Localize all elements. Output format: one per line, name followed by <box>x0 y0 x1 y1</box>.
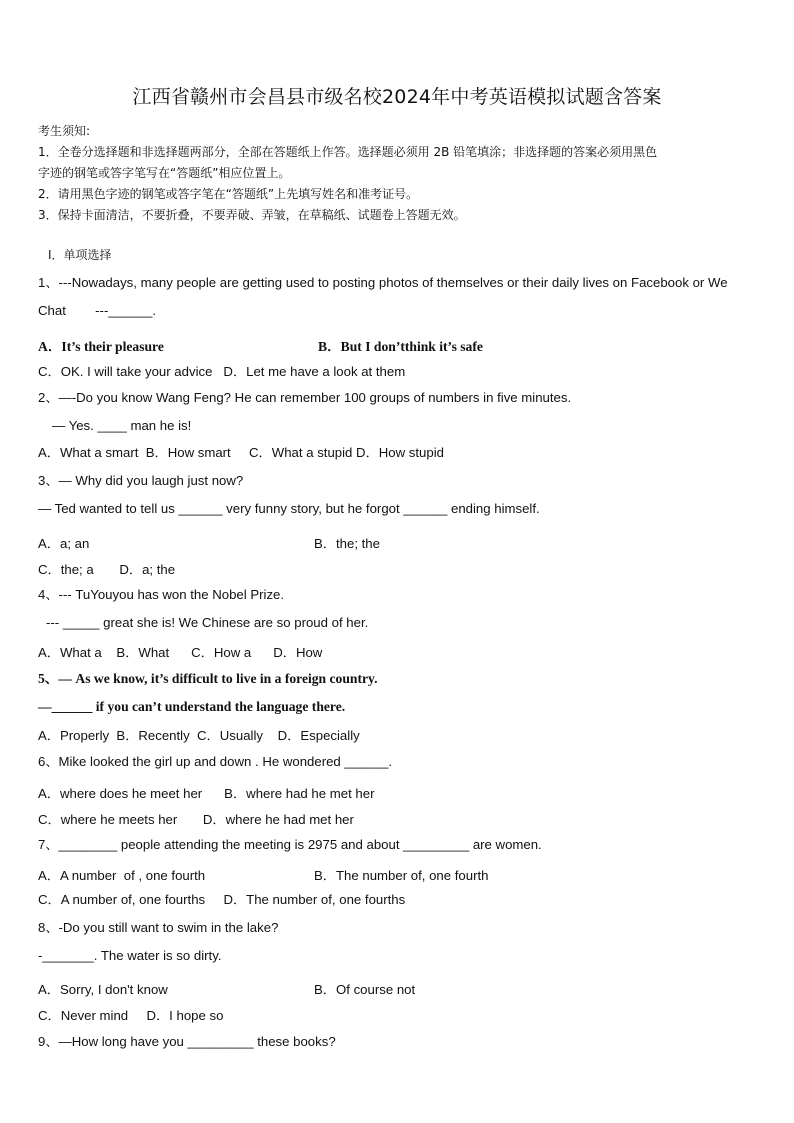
q8-option-cd: C．Never mind D．I hope so <box>38 1008 224 1023</box>
q2-stem-line-2: — Yes. ____ man he is! <box>52 418 192 433</box>
q8-option-b: B．Of course not <box>314 982 416 997</box>
q3-option-cd: C．the; a D．a; the <box>38 562 176 577</box>
q4-stem-line-1: 4、--- TuYouyou has won the Nobel Prize. <box>38 587 285 602</box>
q3-stem-line-1: 3、— Why did you laugh just now? <box>38 473 244 488</box>
notice-line-1: 1．全卷分选择题和非选择题两部分，全部在答题纸上作答。选择题必须用 2B 铅笔填涂；非选择题的答案必须用黑色 <box>38 145 658 159</box>
q3-stem-line-2: — Ted wanted to tell us ______ very funny story, but he forgot ______ ending himself. <box>38 501 540 516</box>
notice-line-4: 3．保持卡面清洁，不要折叠，不要弄破、弄皱，在草稿纸、试题卷上答题无效。 <box>38 208 466 222</box>
q1-option-a: A．It’s their pleasure <box>38 339 164 354</box>
q8-option-a: A．Sorry, I don't know <box>38 982 168 997</box>
q8-stem-line-1: 8、-Do you still want to swim in the lake? <box>38 920 279 935</box>
q2-options: A．What a smart B．How smart C．What a stupid D．How stupid <box>38 445 444 460</box>
q7-stem-line-1: 7、________ people attending the meeting is 2975 and about _________ are women. <box>38 837 542 852</box>
q2-stem-line-1: 2、—-Do you know Wang Feng? He can remember 100 groups of numbers in five minutes. <box>38 390 572 405</box>
notice-line-3: 2．请用黑色字迹的钢笔或答字笔在“答题纸”上先填写姓名和准考证号。 <box>38 187 419 201</box>
q6-stem-line-1: 6、Mike looked the girl up and down . He wondered ______. <box>38 754 393 769</box>
section-heading: Ⅰ．单项选择 <box>48 248 112 262</box>
page-title: 江西省赣州市会昌县市级名校2024年中考英语模拟试题含答案 <box>132 86 662 108</box>
q4-stem-line-2: --- _____ great she is! We Chinese are so proud of her. <box>46 615 369 630</box>
q8-stem-line-2: -_______. The water is so dirty. <box>38 948 222 963</box>
q3-option-a: A．a; an <box>38 536 90 551</box>
q1-stem-line-1: 1、---Nowadays, many people are getting used to posting photos of themselves or their daily lives on Facebook or We <box>38 275 728 290</box>
notice-line-2: 字迹的钢笔或答字笔写在“答题纸”相应位置上。 <box>38 166 291 180</box>
q1-option-cd: C．OK. I will take your advice D．Let me have a look at them <box>38 364 406 379</box>
q9-stem-line-1: 9、—How long have you _________ these books? <box>38 1034 336 1049</box>
q6-option-ab: A．where does he meet her B．where had he met her <box>38 786 375 801</box>
q4-options: A．What a B．What C．How a D．How <box>38 645 323 660</box>
q3-option-b: B．the; the <box>314 536 380 551</box>
q5-options: A．Properly B．Recently C．Usually D．Especially <box>38 728 360 743</box>
q5-stem-line-1: 5、— As we know, it’s difficult to live in a foreign country. <box>38 671 378 686</box>
q1-stem-line-2: Chat ---______. <box>38 303 157 318</box>
q5-stem-line-2: —______ if you can’t understand the language there. <box>38 699 346 714</box>
q1-option-b: B．But I don’tthink it’s safe <box>318 339 483 354</box>
q7-option-b: B．The number of, one fourth <box>314 868 489 883</box>
notice-heading: 考生须知: <box>38 124 91 138</box>
q6-option-cd: C．where he meets her D．where he had met her <box>38 812 354 827</box>
q7-option-cd: C．A number of, one fourths D．The number of, one fourths <box>38 892 406 907</box>
q7-option-a: A．A number of , one fourth <box>38 868 206 883</box>
